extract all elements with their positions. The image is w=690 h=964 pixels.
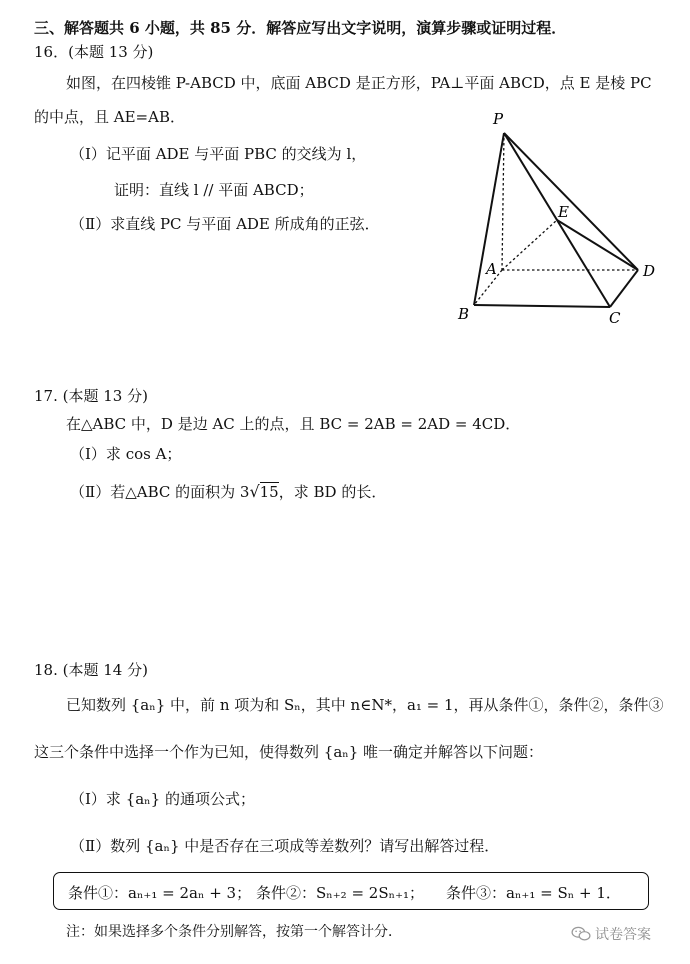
watermark [571,923,681,945]
q18-stem-line1: 已知数列 {aₙ} 中，前 n 项为和 Sₙ，其中 n∈N*，a₁ = 1，再从条件①，条件②，条件③ [66,696,664,714]
wechat-icon [571,926,591,942]
q17-header: 17. (本题 13 分) [34,387,148,405]
q16-part2: （Ⅱ）求直线 PC 与平面 ADE 所成角的正弦． [70,215,380,233]
sqrt-sign: √ [249,482,260,501]
q16-part1-line1: （Ⅰ）记平面 ADE 与平面 PBC 的交线为 l， [70,145,367,163]
edge-BC [474,305,610,307]
q18-part1: （Ⅰ）求 {aₙ} 的通项公式； [70,790,255,808]
q16-stem-line2: 的中点，且 AE=AB． [34,108,185,126]
q18-note: 注：如果选择多个条件分别解答，按第一个解答计分． [66,924,402,940]
q17-part2-radicand: 15 [259,483,279,501]
edge-PB [474,133,504,305]
label-B: B [458,305,470,323]
label-C: C [609,309,621,327]
q17-part1: （Ⅰ）求 cos A； [70,445,182,463]
q17-part2-pre: （Ⅱ）若△ABC 的面积为 3 [70,483,250,501]
pyramid-figure [440,105,670,335]
q18-header: 18. (本题 14 分) [34,661,148,679]
watermark-text: 试卷答案 [595,927,651,943]
edge-PA [502,133,504,270]
label-P: P [493,110,504,128]
q17-stem: 在△ABC 中，D 是边 AC 上的点，且 BC = 2AB = 2AD = 4CD． [66,415,521,433]
q18-stem-line2: 这三个条件中选择一个作为已知，使得数列 {aₙ} 唯一确定并解答以下问题： [34,743,544,761]
q16-header: 16．(本题 13 分) [34,43,154,61]
label-E: E [558,203,569,221]
q16-stem-line1: 如图，在四棱锥 P-ABCD 中，底面 ABCD 是正方形，PA⊥平面 ABCD，点 E 是棱 PC [66,74,652,92]
edge-AE [502,220,557,270]
q18-part2: （Ⅱ）数列 {aₙ} 中是否存在三项成等差数列？请写出解答过程． [70,837,500,855]
condition-1: 条件①：aₙ₊₁ = 2aₙ + 3； [68,884,252,902]
condition-3: 条件③：aₙ₊₁ = Sₙ + 1． [446,884,621,902]
q17-part2-post: ，求 BD 的长． [278,483,387,501]
label-A: A [486,260,497,278]
q17-part2 [70,482,386,502]
section-title: 三、解答题共 6 小题，共 85 分．解答应写出文字说明，演算步骤或证明过程． [34,19,567,37]
conditions-box [53,872,649,910]
edge-CD [610,270,638,307]
condition-2: 条件②：Sₙ₊₂ = 2Sₙ₊₁； [256,884,425,902]
label-D: D [643,262,656,280]
q16-part1-line2: 证明：直线 l // 平面 ABCD； [114,181,314,199]
